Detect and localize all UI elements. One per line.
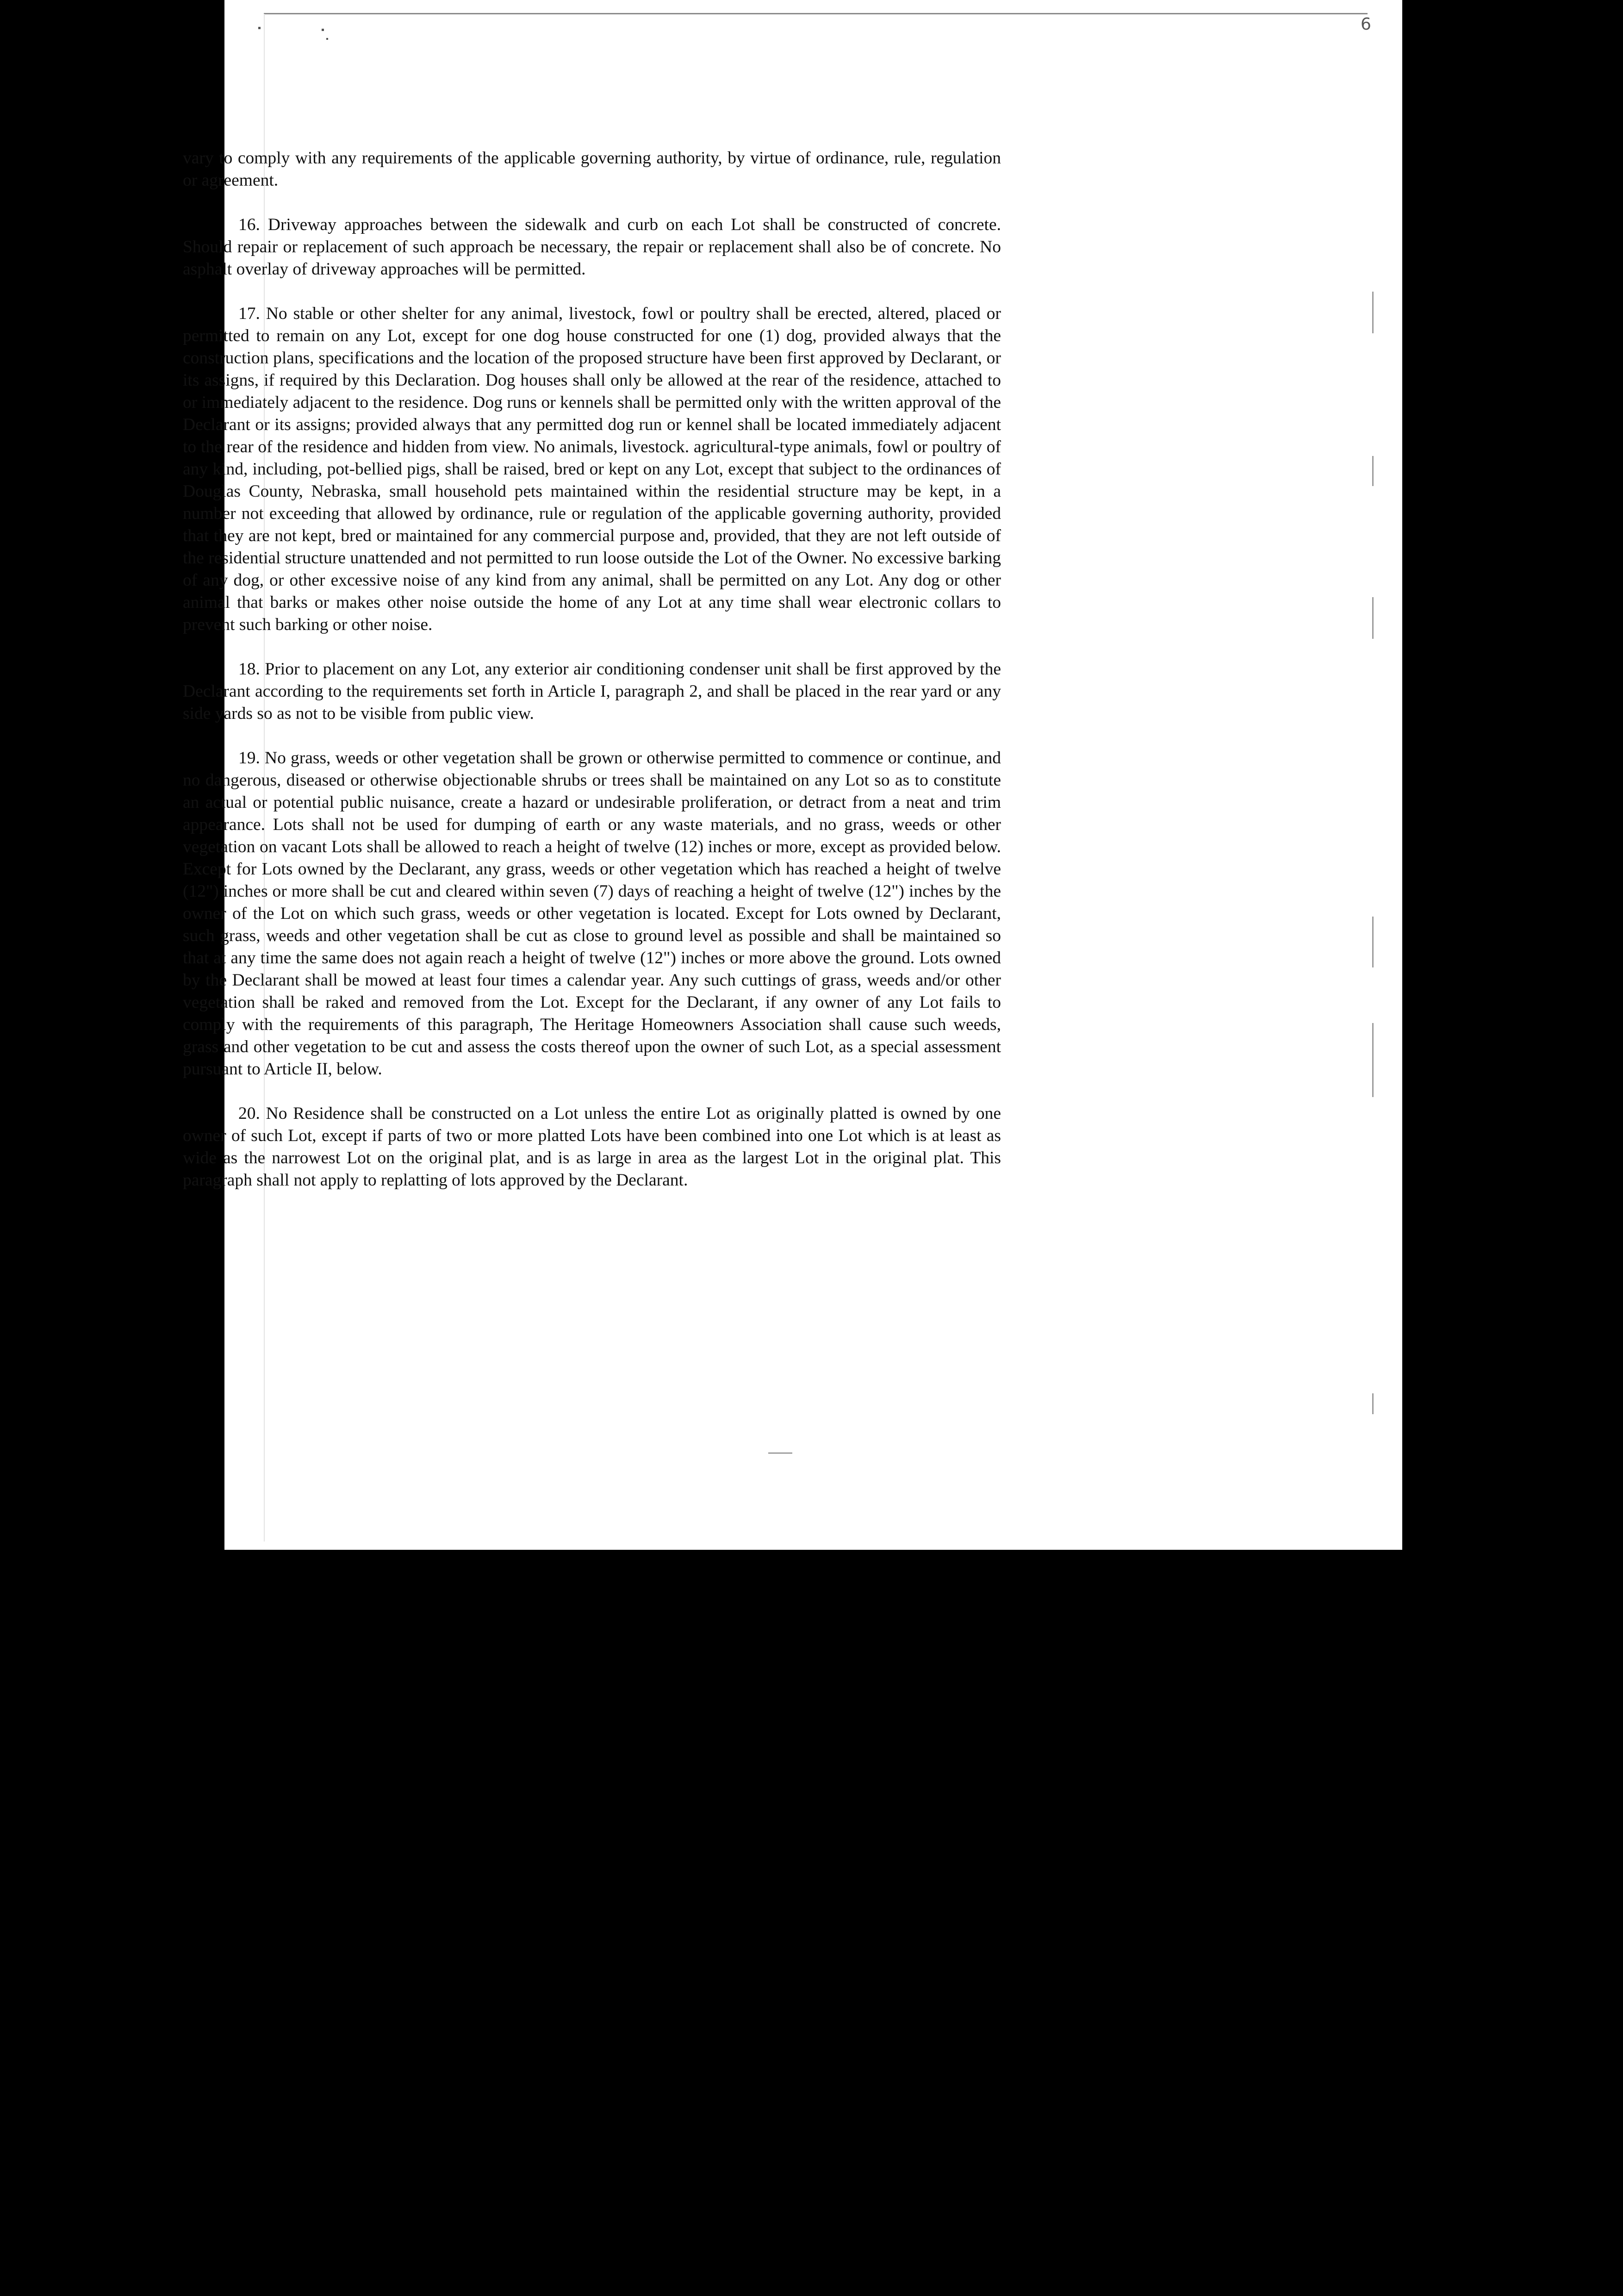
scan-margin-mark <box>1372 1023 1374 1097</box>
scan-speck <box>322 29 324 31</box>
scan-margin-mark <box>1372 1393 1374 1414</box>
scan-margin-mark <box>1372 597 1374 639</box>
paragraph-16: 16. Driveway approaches between the sidewalk and curb on each Lot shall be constructed of concrete. Should repair or replacement of such approach be necessary, the repair or replacement shall also be of concrete. No asphalt overlay of driveway approaches will be permitted. <box>183 215 1001 279</box>
page-number: 6 <box>1361 15 1371 34</box>
scan-margin-mark <box>1372 917 1374 967</box>
scan-margin-mark <box>1372 292 1374 333</box>
scan-top-border <box>264 13 1368 14</box>
paragraph-17: 17. No stable or other shelter for any animal, livestock, fowl or poultry shall be erected, altered, placed or permitted to remain on any Lot, except for one dog house constructed for one (1) dog, provided always that the construction plans, specifications and the location of the proposed structure have been first approved by Declarant, or its assigns, if required by this Declaration. Dog houses shall only be allowed at the rear of the residence, attached to or immediately adjacent to the residence. Dog runs or kennels shall be permitted only with the written approval of the Declarant or its assigns; provided always that any permitted dog run or kennel shall be located immediately adjacent to the rear of the residence and hidden from view. No animals, livestock. agricultural-type animals, fowl or poultry of any kind, including, pot-bellied pigs, shall be raised, bred or kept on any Lot, except that subject to the ordinances of Douglas County, Nebraska, small household pets maintained within the residential structure may be kept, in a number not exceeding that allowed by ordinance, rule or regulation of the applicable governing authority, provided that they are not kept, bred or maintained for any commercial purpose and, provided, that they are not left outside of the residential structure unattended and not permitted to run loose outside the Lot of the Owner. No excessive barking of any dog, or other excessive noise of any kind from any animal, shall be permitted on any Lot. Any dog or other animal that barks or makes other noise outside the home of any Lot at any time shall wear electronic collars to prevent such barking or other noise. <box>183 304 1001 634</box>
scan-speck <box>326 38 328 40</box>
document-body <box>183 147 1001 1214</box>
paragraph-20: 20. No Residence shall be constructed on a Lot unless the entire Lot as originally platted is owned by one owner of such Lot, except if parts of two or more platted Lots have been combined into one Lot which is at least as wide as the narrowest Lot on the original plat, and is as large in area as the largest Lot in the original plat. This paragraph shall not apply to replatting of lots approved by the Declarant. <box>183 1104 1001 1190</box>
scan-margin-mark <box>1372 456 1374 486</box>
paragraph-continued: vary to comply with any requirements of the applicable governing authority, by virtue of ordinance, rule, regulation or agreement. <box>183 149 1001 190</box>
paragraph-18: 18. Prior to placement on any Lot, any exterior air conditioning condenser unit shall be first approved by the Declarant according to the requirements set forth in Article I, paragraph 2, and shall be placed in the rear yard or any side yards so as not to be visible from public view. <box>183 660 1001 723</box>
paragraph-19: 19. No grass, weeds or other vegetation shall be grown or otherwise permitted to commence or continue, and no dangerous, diseased or otherwise objectionable shrubs or trees shall be maintained on any Lot so as to constitute an actual or potential public nuisance, create a hazard or undesirable proliferation, or detract from a neat and trim appearance. Lots shall not be used for dumping of earth or any waste materials, and no grass, weeds or other vegetation on vacant Lots shall be allowed to reach a height of twelve (12) inches or more, except as provided below. Except for Lots owned by the Declarant, any grass, weeds or other vegetation which has reached a height of twelve (12") inches or more shall be cut and cleared within seven (7) days of reaching a height of twelve (12") inches by the owner of the Lot on which such grass, weeds or other vegetation is located. Except for Lots owned by Declarant, such grass, weeds and other vegetation shall be cut as close to ground level as possible and shall be maintained so that at any time the same does not again reach a height of twelve (12") inches or more above the ground. Lots owned by the Declarant shall be mowed at least four times a calendar year. Any such cuttings of grass, weeds and/or other vegetation shall be raked and removed from the Lot. Except for the Declarant, if any owner of any Lot fails to comply with the requirements of this paragraph, The Heritage Homeowners Association shall cause such weeds, grass and other vegetation to be cut and assess the costs thereof upon the owner of such Lot, as a special assessment pursuant to Article II, below. <box>183 749 1001 1079</box>
scan-speck <box>258 27 261 29</box>
footer-mark <box>768 1453 792 1454</box>
